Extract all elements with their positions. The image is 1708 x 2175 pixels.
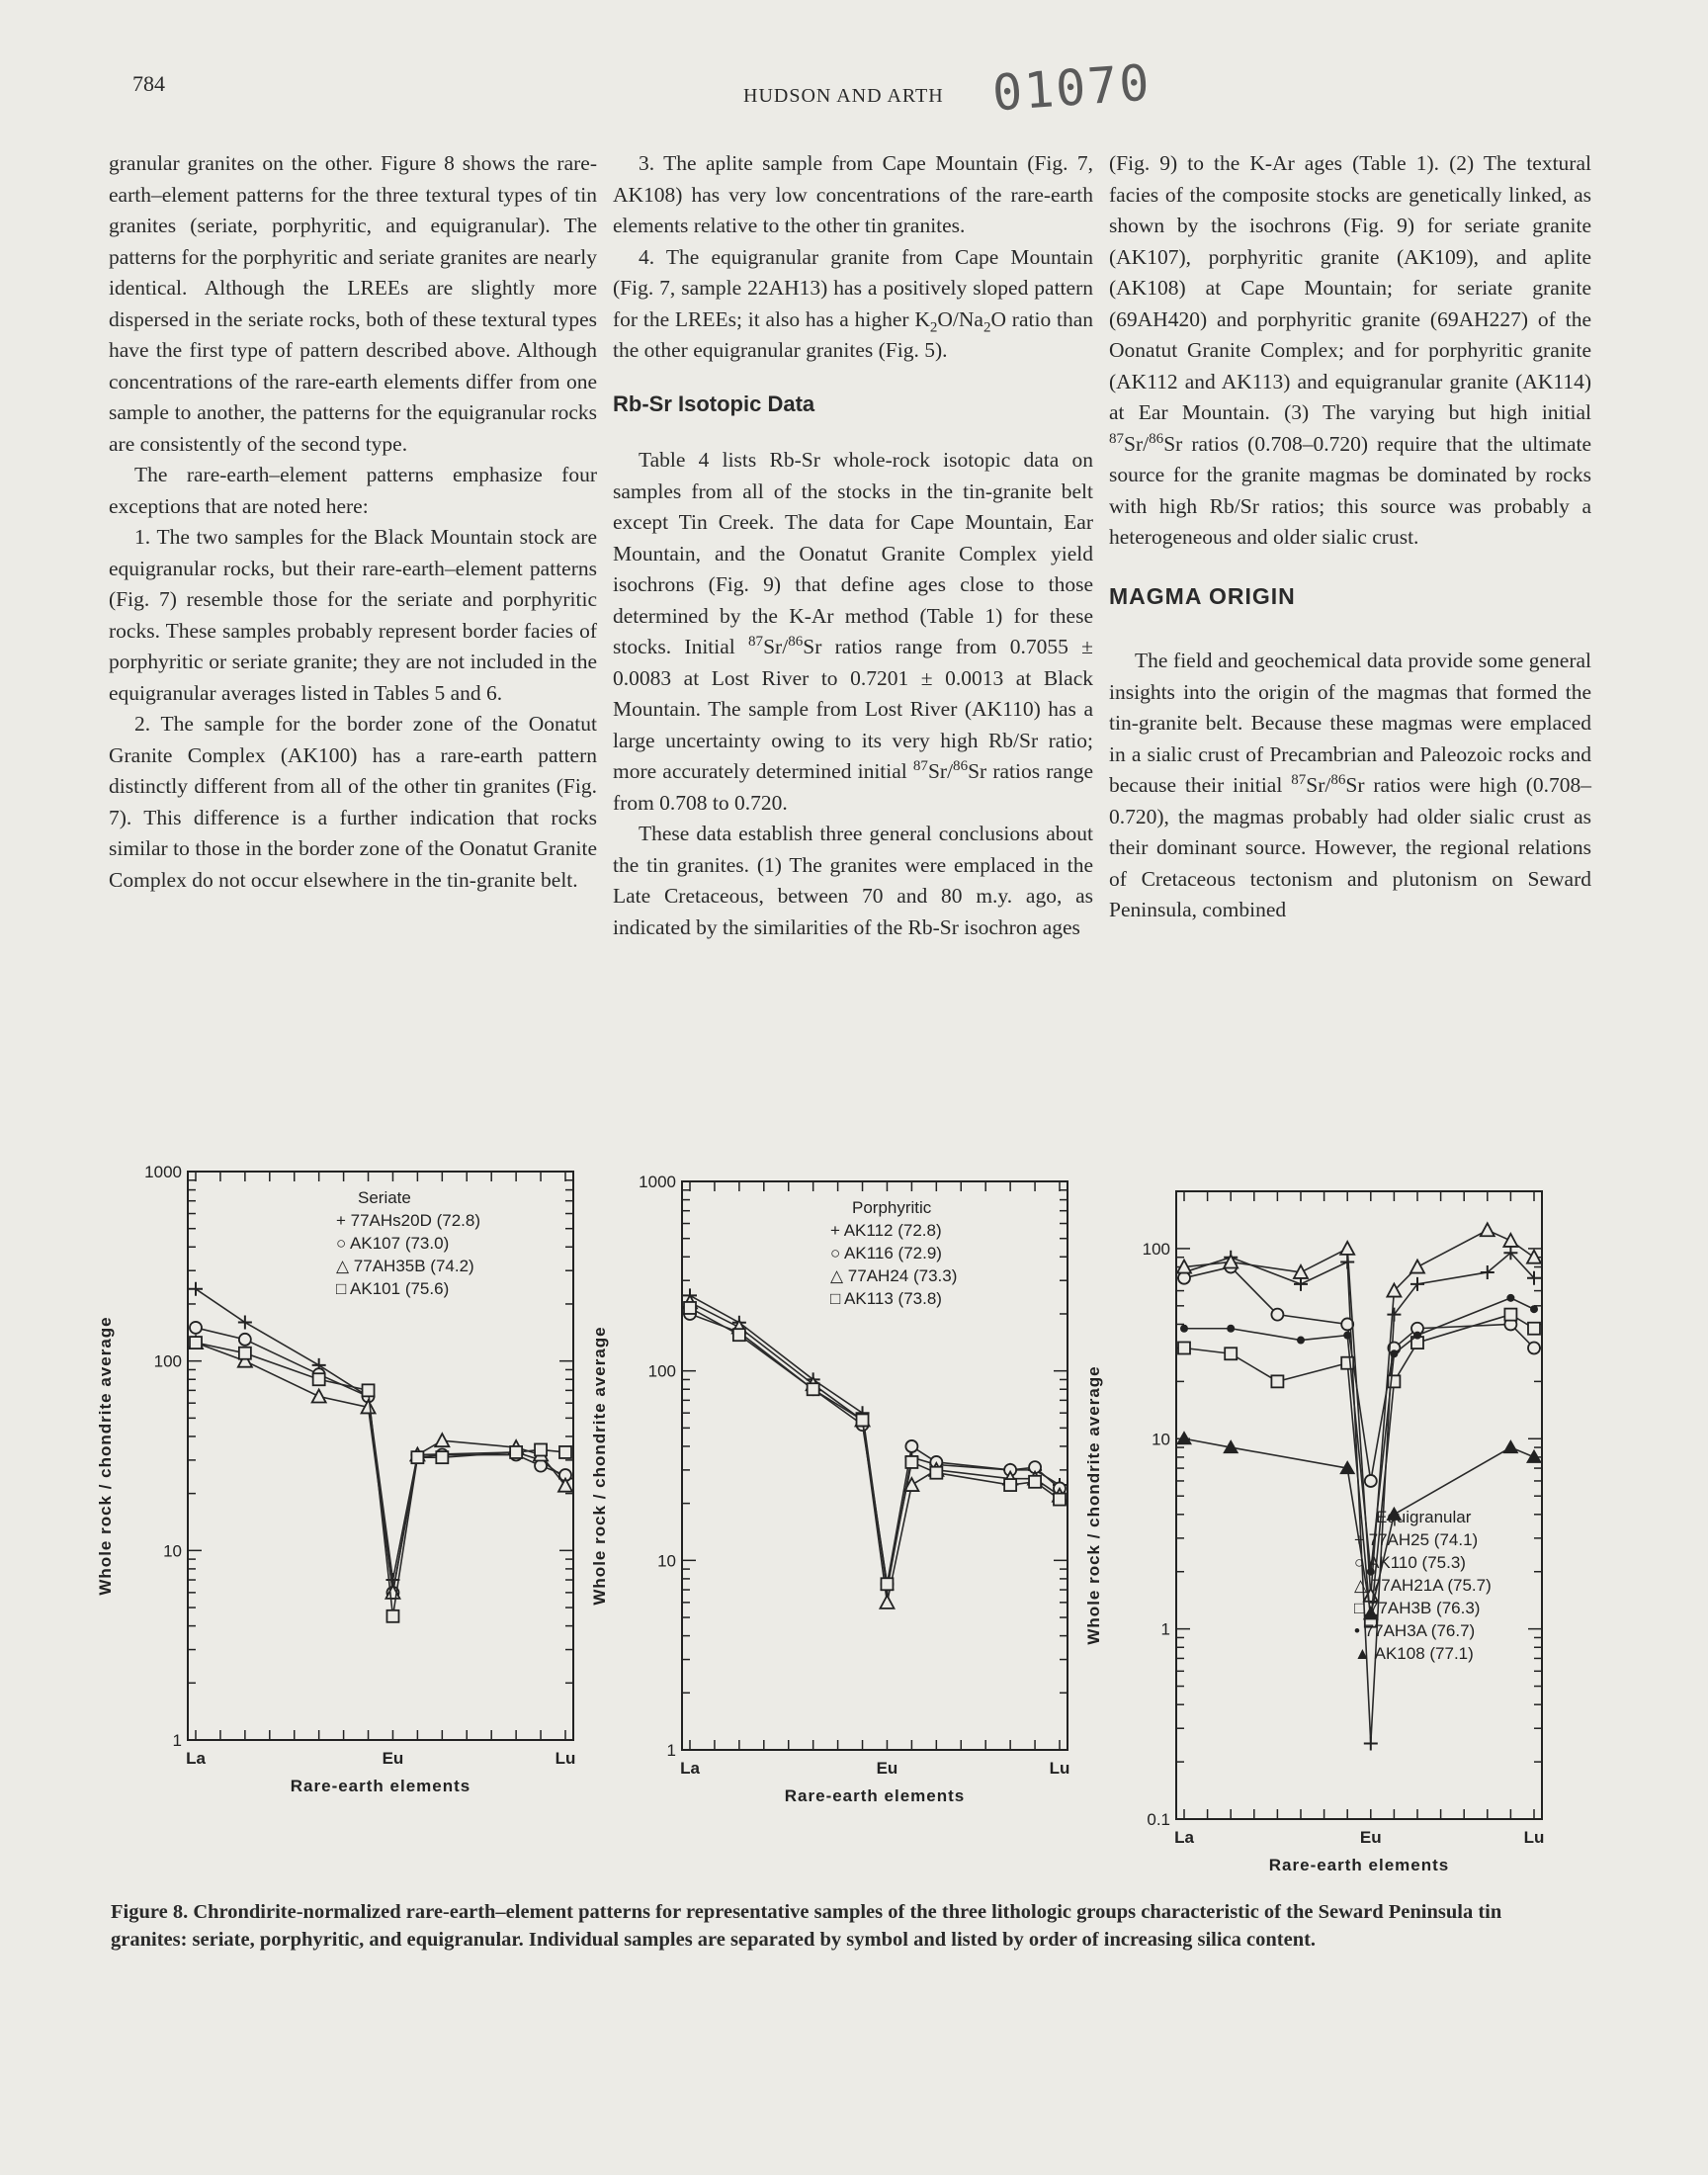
y-tick-label: 1 <box>172 1731 182 1750</box>
data-point <box>1294 1277 1308 1291</box>
data-point <box>1506 1294 1514 1302</box>
legend-entry: ○ AK107 (73.0) <box>336 1234 450 1253</box>
data-point <box>190 1322 202 1334</box>
y-tick-label: 1000 <box>144 1163 182 1181</box>
section-heading: MAGMA ORIGIN <box>1109 582 1296 609</box>
y-axis-label: Whole rock / chondrite average <box>96 1316 115 1596</box>
data-point <box>1503 1234 1517 1247</box>
legend-entry: + 77AH25 (74.1) <box>1354 1530 1479 1549</box>
chart-porphyritic <box>583 1157 1097 1809</box>
data-point <box>808 1383 819 1395</box>
x-tick-label: La <box>186 1749 206 1768</box>
text-column-2 <box>613 148 1093 943</box>
paragraph: 3. The aplite sample from Cape Mountain (Fig. 7, AK108) has very low concentrations of the rare-earth elements relative to the other tin granites. <box>613 151 1093 237</box>
series-line <box>196 1289 565 1580</box>
data-point <box>1504 1309 1516 1321</box>
page-number: 784 <box>132 71 165 96</box>
data-point <box>1481 1223 1494 1236</box>
data-point <box>1271 1309 1283 1321</box>
figure-caption: Figure 8. Chrondirite-normalized rare-earth–element patterns for representative samples of the three lithologic groups characteristic of the Seward Peninsula tin granites: seriate, porphyritic, and equigranular. Individual samples are separated by symbol and listed by order of increasing silica content. <box>111 1901 1502 1951</box>
y-axis-label: Whole rock / chondrite average <box>590 1326 609 1606</box>
legend-entry: + AK112 (72.8) <box>830 1221 942 1240</box>
chart-seriate <box>89 1147 603 1799</box>
data-point <box>535 1443 547 1455</box>
data-point <box>881 1578 893 1590</box>
paragraph: The rare-earth–element patterns emphasize four exceptions that are noted here: <box>109 463 597 518</box>
series-line <box>196 1343 565 1616</box>
legend-entry: △ 77AH35B (74.2) <box>336 1257 474 1275</box>
y-tick-label: 1 <box>1160 1619 1170 1639</box>
data-point <box>190 1337 202 1348</box>
data-point <box>1029 1476 1041 1488</box>
chart-equigranular <box>1077 1176 1591 1888</box>
y-tick-label: 10 <box>657 1551 676 1571</box>
running-head: HUDSON AND ARTH <box>743 85 944 107</box>
data-point <box>1004 1479 1016 1491</box>
data-point <box>1176 1431 1192 1444</box>
data-point <box>313 1373 325 1385</box>
data-point <box>559 1446 571 1458</box>
data-point <box>1528 1323 1540 1335</box>
data-point <box>1410 1277 1424 1291</box>
x-tick-label: Eu <box>382 1749 404 1768</box>
legend-entry: ▲ AK108 (77.1) <box>1354 1644 1474 1663</box>
data-point <box>1297 1337 1305 1345</box>
legend-entry: ○ AK116 (72.9) <box>830 1244 942 1262</box>
data-point <box>1225 1348 1237 1359</box>
x-tick-label: Eu <box>876 1759 898 1778</box>
paragraph: granular granites on the other. Figure 8 shows the rare-earth–element patterns for the three textural types of tin granites (seriate, porphyritic, and equigranular). The patterns for the porphyritic and seriate granites are nearly identical. Although the LREEs are slightly more dispersed in the seriate rocks, both of these textural types have the first type of pattern described above. Although concentrations of the rare-earth elements differ from one sample to another, the patterns for the equigranular rocks are consistently of the second type. <box>109 151 597 456</box>
data-point <box>1343 1332 1351 1340</box>
data-point <box>1502 1439 1518 1453</box>
archive-stamp: 01070 <box>990 53 1153 123</box>
legend-entry: △ 77AH24 (73.3) <box>830 1266 958 1285</box>
data-point <box>880 1596 894 1609</box>
data-point <box>1340 1242 1354 1255</box>
data-point <box>239 1334 251 1346</box>
x-axis-label: Rare-earth elements <box>1268 1856 1450 1874</box>
data-point <box>1390 1349 1398 1357</box>
x-axis-label: Rare-earth elements <box>784 1786 966 1805</box>
data-point <box>930 1467 942 1479</box>
series-line <box>690 1314 1060 1584</box>
data-point <box>363 1384 375 1396</box>
legend-entry: □ 77AH3B (76.3) <box>1354 1599 1481 1617</box>
y-tick-label: 10 <box>163 1541 182 1561</box>
x-tick-label: La <box>1174 1828 1194 1847</box>
y-tick-label: 10 <box>1152 1430 1170 1449</box>
y-tick-label: 100 <box>1142 1239 1170 1259</box>
data-point <box>1178 1272 1190 1284</box>
data-point <box>1410 1261 1424 1273</box>
text-column-3 <box>1109 148 1591 926</box>
paragraph: (Fig. 9) to the K-Ar ages (Table 1). (2) The textural facies of the composite stocks are genetically linked, as shown by the isochrons (Fig. 9) for seriate granite (AK107), porphyritic granite (AK109), and aplite (AK108) at Cape Mountain; for seriate granite (69AH420) and porphyritic granite (69AH227) of the Oonatut Granite Complex; and for porphyritic granite (AK112 and AK113) and equigranular granite (AK114) at Ear Mountain. (3) The varying but high initial $^{87}$Sr/$^{86}$Sr ratios (0.708–0.720) require that the ultimate source for the granite magmas be dominated by rocks with high Rb/Sr ratios; this source was probably a heterogeneous and older sialic crust. <box>1109 151 1591 549</box>
data-point <box>189 1282 203 1296</box>
data-point <box>435 1434 449 1446</box>
data-point <box>535 1460 547 1472</box>
legend-entry: ○ AK110 (75.3) <box>1354 1553 1466 1572</box>
data-point <box>1526 1449 1542 1463</box>
y-tick-label: 1 <box>666 1741 676 1760</box>
x-tick-label: Lu <box>1523 1828 1545 1847</box>
paragraph: 2. The sample for the border zone of the Oonatut Granite Complex (AK100) has a rare-earth pattern distinctly different from all of the other tin granites (Fig. 7). This difference is a further indication that rocks similar to those in the border zone of the Oonatut Granite Complex do not occur elsewhere in the tin-granite belt. <box>109 712 597 892</box>
data-point <box>733 1329 745 1341</box>
legend-entry: + 77AHs20D (72.8) <box>336 1211 480 1230</box>
legend-entry: □ AK113 (73.8) <box>830 1289 942 1308</box>
data-point <box>1387 1308 1401 1322</box>
data-point <box>386 1610 398 1622</box>
section-heading: Rb-Sr Isotopic Data <box>613 391 815 416</box>
data-point <box>1271 1375 1283 1387</box>
paragraph: The field and geochemical data provide some general insights into the origin of the magmas that formed the tin-granite belt. Because these magmas were emplaced in a sialic crust of Precambrian and Paleozoic rocks and because their initial $^{87}$Sr/$^{86}$Sr ratios were high (0.708–0.720), the magmas probably had older sialic crust as their dominant source. However, the regional relations of Cretaceous tectonism and plutonism on Seward Peninsula, combined <box>1109 649 1591 921</box>
data-point <box>684 1302 696 1314</box>
legend-entry: • 77AH3A (76.7) <box>1354 1621 1476 1640</box>
data-point <box>1530 1305 1538 1313</box>
data-point <box>510 1446 522 1458</box>
y-tick-label: 100 <box>153 1351 182 1371</box>
paragraph: 4. The equigranular granite from Cape Mountain (Fig. 7, sample 22AH13) has a positively sloped pattern for the LREEs; it also has a higher $K_2O/Na_2O$ ratio than the other equigranular granites (Fig. 5). <box>613 244 1093 362</box>
legend-title: Porphyritic <box>852 1198 932 1217</box>
data-point <box>1227 1325 1235 1333</box>
legend-entry: △ 77AH21A (75.7) <box>1354 1576 1492 1595</box>
paragraph: Table 4 lists Rb-Sr whole-rock isotopic data on samples from all of the stocks in the tin-granite belt except Tin Creek. The data for Cape Mountain, Ear Mountain, and the Oonatut Granite Complex yield isochrons (Fig. 9) that define ages close to those determined by the K-Ar method (Table 1) for these stocks. Initial $^{87}$Sr/$^{86}$Sr ratios range from 0.7055 ± 0.0083 at Lost River to 0.7201 ± 0.0013 at Black Mountain. The sample from Lost River (AK110) has a large uncertainty owing to its very high Rb/Sr ratio; more accurately determined initial $^{87}$Sr/$^{86}$Sr ratios range from 0.708 to 0.720. <box>613 448 1093 815</box>
y-axis-label: Whole rock / chondrite average <box>1084 1365 1103 1645</box>
data-point <box>905 1440 917 1452</box>
data-point <box>905 1456 917 1468</box>
data-point <box>1341 1357 1353 1369</box>
paragraph: These data establish three general conclusions about the tin granites. (1) The granites were emplaced in the Late Cretaceous, between 70 and 80 m.y. ago, as indicated by the similarities of the Rb-Sr isochron ages <box>613 822 1093 939</box>
x-tick-label: La <box>680 1759 700 1778</box>
data-point <box>1180 1325 1188 1333</box>
legend-title: Seriate <box>358 1188 411 1207</box>
data-point <box>238 1316 252 1330</box>
data-point <box>436 1451 448 1463</box>
x-tick-label: Eu <box>1359 1828 1382 1847</box>
data-point <box>1178 1342 1190 1353</box>
series-line <box>690 1308 1060 1584</box>
series-line <box>690 1302 1060 1603</box>
y-tick-label: 1000 <box>639 1173 676 1191</box>
x-tick-label: Lu <box>555 1749 576 1768</box>
y-tick-label: 100 <box>647 1361 676 1381</box>
data-point <box>1364 1736 1378 1750</box>
data-point <box>1413 1332 1421 1340</box>
data-point <box>1365 1475 1377 1487</box>
data-point <box>1528 1342 1540 1353</box>
series-line <box>196 1343 565 1593</box>
paragraph: 1. The two samples for the Black Mountain stock are equigranular rocks, but their rare-earth–element patterns (Fig. 7) resemble those for the seriate and porphyritic rocks. These samples probably represent border facies of porphyritic or seriate granite; they are not included in the equigranular averages listed in Tables 5 and 6. <box>109 525 597 705</box>
legend-entry: □ AK101 (75.6) <box>336 1279 450 1298</box>
data-point <box>411 1451 423 1463</box>
y-tick-label: 0.1 <box>1147 1810 1170 1829</box>
data-point <box>1054 1494 1066 1506</box>
legend-title: Equigranular <box>1376 1508 1472 1526</box>
data-point <box>239 1348 251 1359</box>
x-tick-label: Lu <box>1049 1759 1070 1778</box>
x-axis-label: Rare-earth elements <box>290 1777 471 1795</box>
data-point <box>312 1390 326 1403</box>
text-column-1 <box>109 148 597 896</box>
data-point <box>857 1414 869 1426</box>
